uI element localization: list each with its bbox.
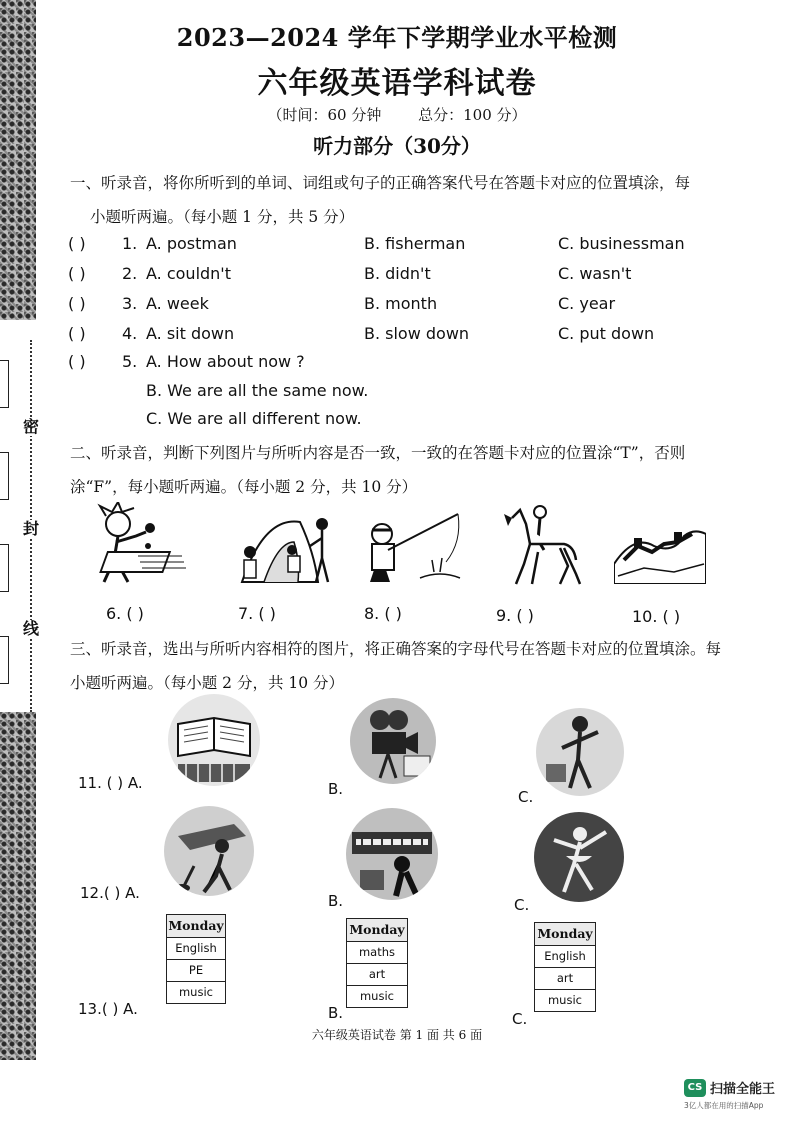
question-label-6[interactable]: 6. ( ) (106, 604, 144, 623)
answer-paren[interactable]: ( ) (68, 352, 86, 371)
person-icon (536, 708, 624, 796)
dancer-icon (534, 812, 624, 902)
section1-instruction (70, 166, 730, 234)
fishing-picture (360, 512, 468, 590)
section1-instruction-line2: 小题听两遍。（每小题 1 分，共 5 分） (90, 208, 355, 226)
binding-strip (0, 0, 39, 1060)
option-a: A. postman (146, 234, 237, 253)
option-b: B. slow down (364, 324, 470, 343)
question-number: 5. (122, 352, 138, 371)
exam-time: （时间：60 分钟 (267, 106, 382, 124)
option-a: A. week (146, 294, 209, 313)
exam-subtitle: 六年级英语学科试卷 (257, 66, 537, 101)
option-c-label: C. (514, 896, 530, 914)
question-number: 1. (122, 234, 138, 253)
answer-paren[interactable]: ( ) (68, 294, 86, 313)
section2-instruction-line2: 涂“F”，每小题听两遍。（每小题 2 分，共 10 分） (70, 478, 418, 496)
question-label-11[interactable]: 11. ( ) A. (78, 774, 143, 792)
option-b-label: B. (328, 780, 344, 798)
seal-char-xian: 线 (22, 619, 39, 638)
section3-instruction-line2: 小题听两遍。（每小题 2 分，共 10 分） (70, 674, 345, 692)
broom-icon (164, 806, 254, 896)
schedule-day: Monday (167, 915, 225, 938)
answer-paren[interactable]: ( ) (68, 234, 86, 253)
question-row (68, 234, 708, 260)
option-c: C. We are all different now. (146, 409, 362, 428)
binding-box (0, 544, 9, 592)
option-c: C. year (558, 294, 616, 313)
schedule-card-a[interactable] (166, 914, 226, 1004)
answer-paren[interactable]: ( ) (68, 264, 86, 283)
schedule-subject: music (547, 993, 582, 1007)
question-row (68, 324, 708, 350)
section2-instruction-line1: 二、听录音，判断下列图片与所听内容是否一致，一致的在答题卡对应的位置涂“T”，否则 (70, 444, 686, 462)
option-b-label: B. (328, 1004, 344, 1022)
camping-picture (234, 512, 334, 590)
question-label-8[interactable]: 8. ( ) (364, 604, 402, 623)
option-a: A. sit down (146, 324, 235, 343)
schedule-subject: English (167, 938, 225, 960)
scanner-app-tagline: 3亿人都在用的扫描App (684, 1101, 764, 1110)
schedule-day: Monday (535, 923, 595, 946)
schedule-subject: music (359, 989, 394, 1003)
question-label-10[interactable]: 10. ( ) (632, 607, 681, 626)
option-c: C. wasn't (558, 264, 632, 283)
binding-box (0, 636, 9, 684)
seal-char-mi: 密 (22, 417, 39, 436)
schedule-subject: art (535, 968, 595, 990)
schedule-subject: PE (167, 960, 225, 982)
section1-instruction-line1: 一、听录音，将你所听到的单词、词组或句子的正确答案代号在答题卡对应的位置填涂，每 (70, 174, 691, 192)
page-footer: 六年级英语试卷 第 1 面 共 6 面 (311, 1028, 483, 1042)
table-tennis-picture (78, 502, 194, 590)
binding-box (0, 360, 9, 408)
question-row (68, 264, 708, 290)
piano-icon (346, 808, 438, 900)
exam-title: 2023—2024 学年下学期学业水平检测 (176, 23, 618, 52)
question-label-9[interactable]: 9. ( ) (496, 606, 534, 625)
option-b-label: B. (328, 892, 344, 910)
question-label-12[interactable]: 12.( ) A. (80, 884, 140, 902)
section2-instruction (70, 436, 730, 504)
binding-box (0, 452, 9, 500)
book-picture[interactable] (168, 694, 260, 786)
scanner-app-name: 扫描全能王 (710, 1082, 776, 1097)
exam-score: 总分：100 分） (418, 106, 527, 124)
answer-paren[interactable]: ( ) (68, 324, 86, 343)
schedule-subject: maths (347, 942, 407, 964)
scanner-logo-icon: CS (684, 1079, 706, 1097)
section3-instruction-line1: 三、听录音，选出与所听内容相符的图片，将正确答案的字母代号在答题卡对应的位置填涂。每 (70, 640, 722, 658)
schedule-card-b[interactable] (346, 918, 408, 1008)
question-number: 2. (122, 264, 138, 283)
piano-picture[interactable] (346, 808, 438, 900)
part-title: 听力部分（30分） (313, 134, 481, 158)
book-icon (168, 694, 260, 786)
scanner-watermark (684, 1078, 784, 1112)
exam-info (0, 104, 794, 125)
schedule-subject: music (178, 985, 213, 999)
schedule-subject: art (347, 964, 407, 986)
option-b: B. didn't (364, 264, 431, 283)
question-row (68, 294, 708, 320)
decorative-pattern-bottom (0, 712, 36, 1060)
option-c: C. businessman (558, 234, 685, 253)
option-b: B. fisherman (364, 234, 466, 253)
option-b: B. month (364, 294, 438, 313)
question-number: 4. (122, 324, 138, 343)
option-b: B. We are all the same now. (146, 381, 369, 400)
question-number: 3. (122, 294, 138, 313)
film-camera-picture[interactable] (350, 698, 436, 784)
option-c-label: C. (512, 1010, 528, 1028)
schedule-subject: English (535, 946, 595, 968)
dancer-picture[interactable] (536, 708, 624, 796)
option-a: A. How about now ? (146, 352, 305, 371)
option-c-label: C. (518, 788, 534, 806)
question-label-13[interactable]: 13.( ) A. (78, 1000, 138, 1018)
binding-boxes (0, 360, 10, 728)
question-label-7[interactable]: 7. ( ) (238, 604, 276, 623)
great-wall-picture (614, 524, 706, 584)
schedule-day: Monday (347, 919, 407, 942)
ballet-picture[interactable] (534, 812, 624, 902)
section3-instruction (70, 632, 730, 700)
option-c: C. put down (558, 324, 655, 343)
sweeping-picture[interactable] (164, 806, 254, 896)
schedule-card-c[interactable] (534, 922, 596, 1012)
question-row (68, 352, 708, 378)
seal-char-feng: 封 (22, 519, 39, 538)
horse-riding-picture (494, 504, 584, 590)
camera-icon (350, 698, 436, 784)
option-a: A. couldn't (146, 264, 231, 283)
